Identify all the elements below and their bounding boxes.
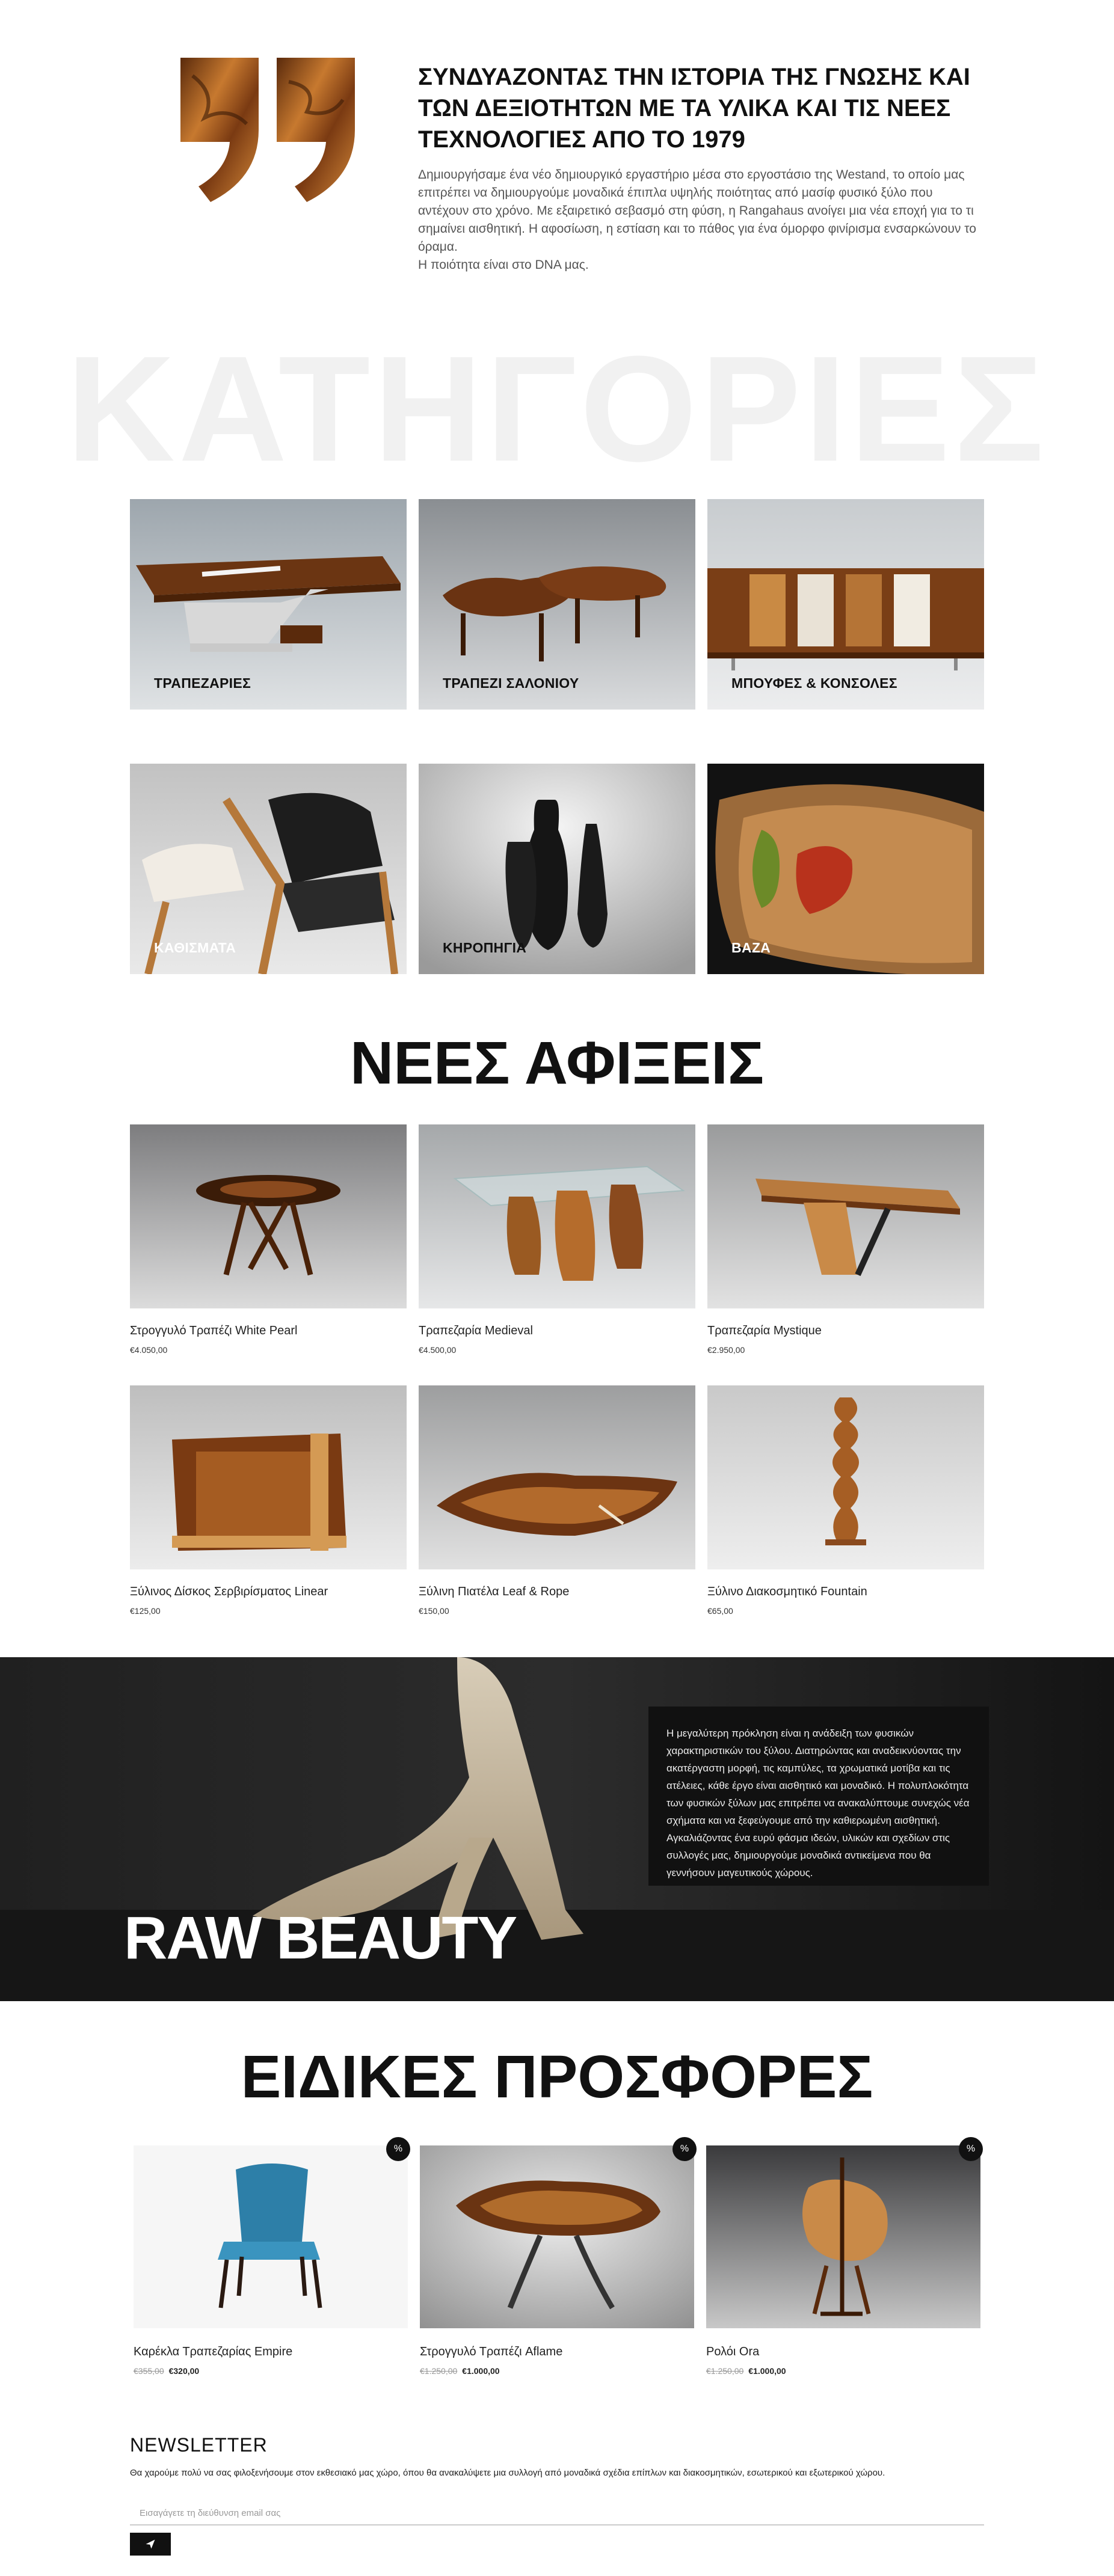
special-offers-title: ΕΙΔΙΚΕΣ ΠΡΟΣΦΟΡΕΣ <box>241 2043 873 2111</box>
intro-tagline: Η ποιότητα είναι στο DNA μας. <box>418 258 589 272</box>
offer-price <box>134 2366 408 2376</box>
product-card[interactable] <box>707 1124 984 1355</box>
product-card[interactable] <box>707 1385 984 1616</box>
quote-icon <box>174 58 361 202</box>
intro-heading: ΣΥΝΔΥΑΖΟΝΤΑΣ ΤΗΝ ΙΣΤΟΡΙΑ ΤΗΣ ΓΝΩΣΗΣ ΚΑΙ ΤΩΝ ΔΕΞΙΟΤΗΤΩΝ ΜΕ ΤΑ ΥΛΙΚΑ ΚΑΙ ΤΙΣ ΝΕΕΣ ΤΕΧΝΟΛΟΓΙΕΣ ΑΠΟ ΤΟ 1979 <box>418 64 970 153</box>
new-price: €1.000,00 <box>462 2366 500 2376</box>
category-label: ΒΑΖΑ <box>731 940 771 955</box>
newsletter-submit-button[interactable] <box>130 2533 171 2556</box>
product-image[interactable] <box>707 1385 984 1569</box>
send-icon <box>145 2539 156 2550</box>
categories-title: ΚΑΤΗΓΟΡΙΕΣ <box>66 337 1048 481</box>
offer-image[interactable] <box>706 2145 980 2328</box>
product-name[interactable]: Τραπεζαρία Medieval <box>419 1324 533 1337</box>
product-image[interactable] <box>707 1124 984 1308</box>
old-price: €355,00 <box>134 2366 164 2376</box>
category-card-seating[interactable] <box>130 764 407 974</box>
category-label: ΚΗΡΟΠΗΓΙΑ <box>443 940 527 955</box>
product-name[interactable]: Ξύλινος Δίσκος Σερβιρίσματος Linear <box>130 1585 328 1598</box>
newsletter-title: NEWSLETTER <box>130 2434 268 2456</box>
product-name[interactable]: Ξύλινη Πιατέλα Leaf & Rope <box>419 1585 570 1598</box>
new-price: €320,00 <box>168 2366 200 2376</box>
category-card-coffee-tables[interactable] <box>419 499 695 710</box>
offer-image[interactable] <box>134 2145 408 2328</box>
product-image[interactable] <box>419 1124 695 1308</box>
product-card[interactable] <box>419 1385 695 1616</box>
sale-badge: % <box>959 2137 983 2161</box>
product-price: €125,00 <box>130 1606 161 1616</box>
product-price: €4.500,00 <box>419 1345 457 1355</box>
intro-paragraph: Δημιουργήσαμε ένα νέο δημιουργικό εργαστήριο μέσα στο εργοστάσιο της Westand, το οποίο μας επιτρέπει να δημιουργούμε μοναδικά έπιπλα υψηλής ποιότητας από μασίφ φυσικό ξύλο που αντέχουν στο χρόνο. Με εξαιρετικό σεβασμό στη φύση, η Rangahaus ανοίγει μια νέα εποχή για το τι σημαίνει αισθητική. Η αφοσίωση, η εστίαση και το πάθος για ένα όμορφο φινίρισμα ενσαρκώνουν το όραμα. <box>418 168 976 254</box>
product-image[interactable] <box>130 1124 407 1308</box>
product-price: €2.950,00 <box>707 1345 745 1355</box>
product-card[interactable] <box>130 1385 407 1616</box>
offer-card[interactable] <box>134 2145 408 2376</box>
category-label: ΤΡΑΠΕΖΙ ΣΑΛΟΝΙΟΥ <box>443 675 579 691</box>
offer-name[interactable]: Ρολόι Ora <box>706 2345 760 2358</box>
intro-body <box>418 166 983 274</box>
offer-price <box>420 2366 694 2376</box>
sale-badge: % <box>672 2137 697 2161</box>
offer-price <box>706 2366 980 2376</box>
product-image[interactable] <box>130 1385 407 1569</box>
banner-text-box <box>648 1707 989 1886</box>
offer-name[interactable]: Καρέκλα Τραπεζαρίας Empire <box>134 2345 293 2358</box>
category-card-vases[interactable] <box>707 764 984 974</box>
product-card[interactable] <box>419 1124 695 1355</box>
offer-name[interactable]: Στρογγυλό Τραπέζι Aflame <box>420 2345 563 2358</box>
old-price: €1.250,00 <box>706 2366 744 2376</box>
new-price: €1.000,00 <box>748 2366 786 2376</box>
product-name[interactable]: Ξύλινο Διακοσμητικό Fountain <box>707 1585 867 1598</box>
category-card-sideboards[interactable] <box>707 499 984 710</box>
old-price: €1.250,00 <box>420 2366 458 2376</box>
product-name[interactable]: Τραπεζαρία Mystique <box>707 1324 822 1337</box>
category-label: ΤΡΑΠΕΖΑΡΙΕΣ <box>154 675 251 691</box>
newsletter-email-input[interactable] <box>130 2501 984 2525</box>
category-card-candleholders[interactable] <box>419 764 695 974</box>
raw-beauty-banner <box>0 1657 1114 2001</box>
product-price: €65,00 <box>707 1606 733 1616</box>
banner-title: RAW BEAUTY <box>124 1904 517 1972</box>
banner-text: Η μεγαλύτερη πρόκληση είναι η ανάδειξη των φυσικών χαρακτηριστικών του ξύλου. Διατηρώντας και αναδεικνύοντας την ακατέργαστη μορφή, τις καμπύλες, τα χρωματικά μοτίβα και τις ατέλειες, κάθε έργο είναι αισθητικό και μοναδικό. Η πολυπλοκότητα των φυσικών ξύλων μας επιτρέπει να ανακαλύπτουμε συνεχώς νέα σχήματα και να ξεφεύγουμε από την καθιερωμένη αισθητική. Αγκαλιάζοντας ένα ευρύ φάσμα ιδεών, υλικών και σχεδίων στις συλλογές μας, δημιουργούμε μοναδικά αντικείμενα που θα γεννήσουν μαγευτικούς χώρους. <box>666 1728 970 1878</box>
offer-card[interactable] <box>420 2145 694 2376</box>
category-label: ΜΠΟΥΦΕΣ & ΚΟΝΣΟΛΕΣ <box>731 675 897 691</box>
category-label: ΚΑΘΙΣΜΑΤΑ <box>154 940 236 955</box>
product-name[interactable]: Στρογγυλό Τραπέζι White Pearl <box>130 1324 298 1337</box>
intro-section <box>0 0 1114 313</box>
category-card-dining-tables[interactable] <box>130 499 407 710</box>
offer-image[interactable] <box>420 2145 694 2328</box>
product-price: €4.050,00 <box>130 1345 168 1355</box>
sale-badge: % <box>386 2137 410 2161</box>
offer-card[interactable] <box>706 2145 980 2376</box>
new-arrivals-title: ΝΕΕΣ ΑΦΙΞΕΙΣ <box>350 1029 764 1097</box>
product-price: €150,00 <box>419 1606 449 1616</box>
newsletter-description: Θα χαρούμε πολύ να σας φιλοξενήσουμε στον εκθεσιακό μας χώρο, όπου θα ανακαλύψετε μια συλλογή από μοναδικά σχέδια επίπλων και διακοσμητικών, εσωτερικού και εξωτερικού χώρου. <box>130 2468 885 2478</box>
product-card[interactable] <box>130 1124 407 1355</box>
product-image[interactable] <box>419 1385 695 1569</box>
